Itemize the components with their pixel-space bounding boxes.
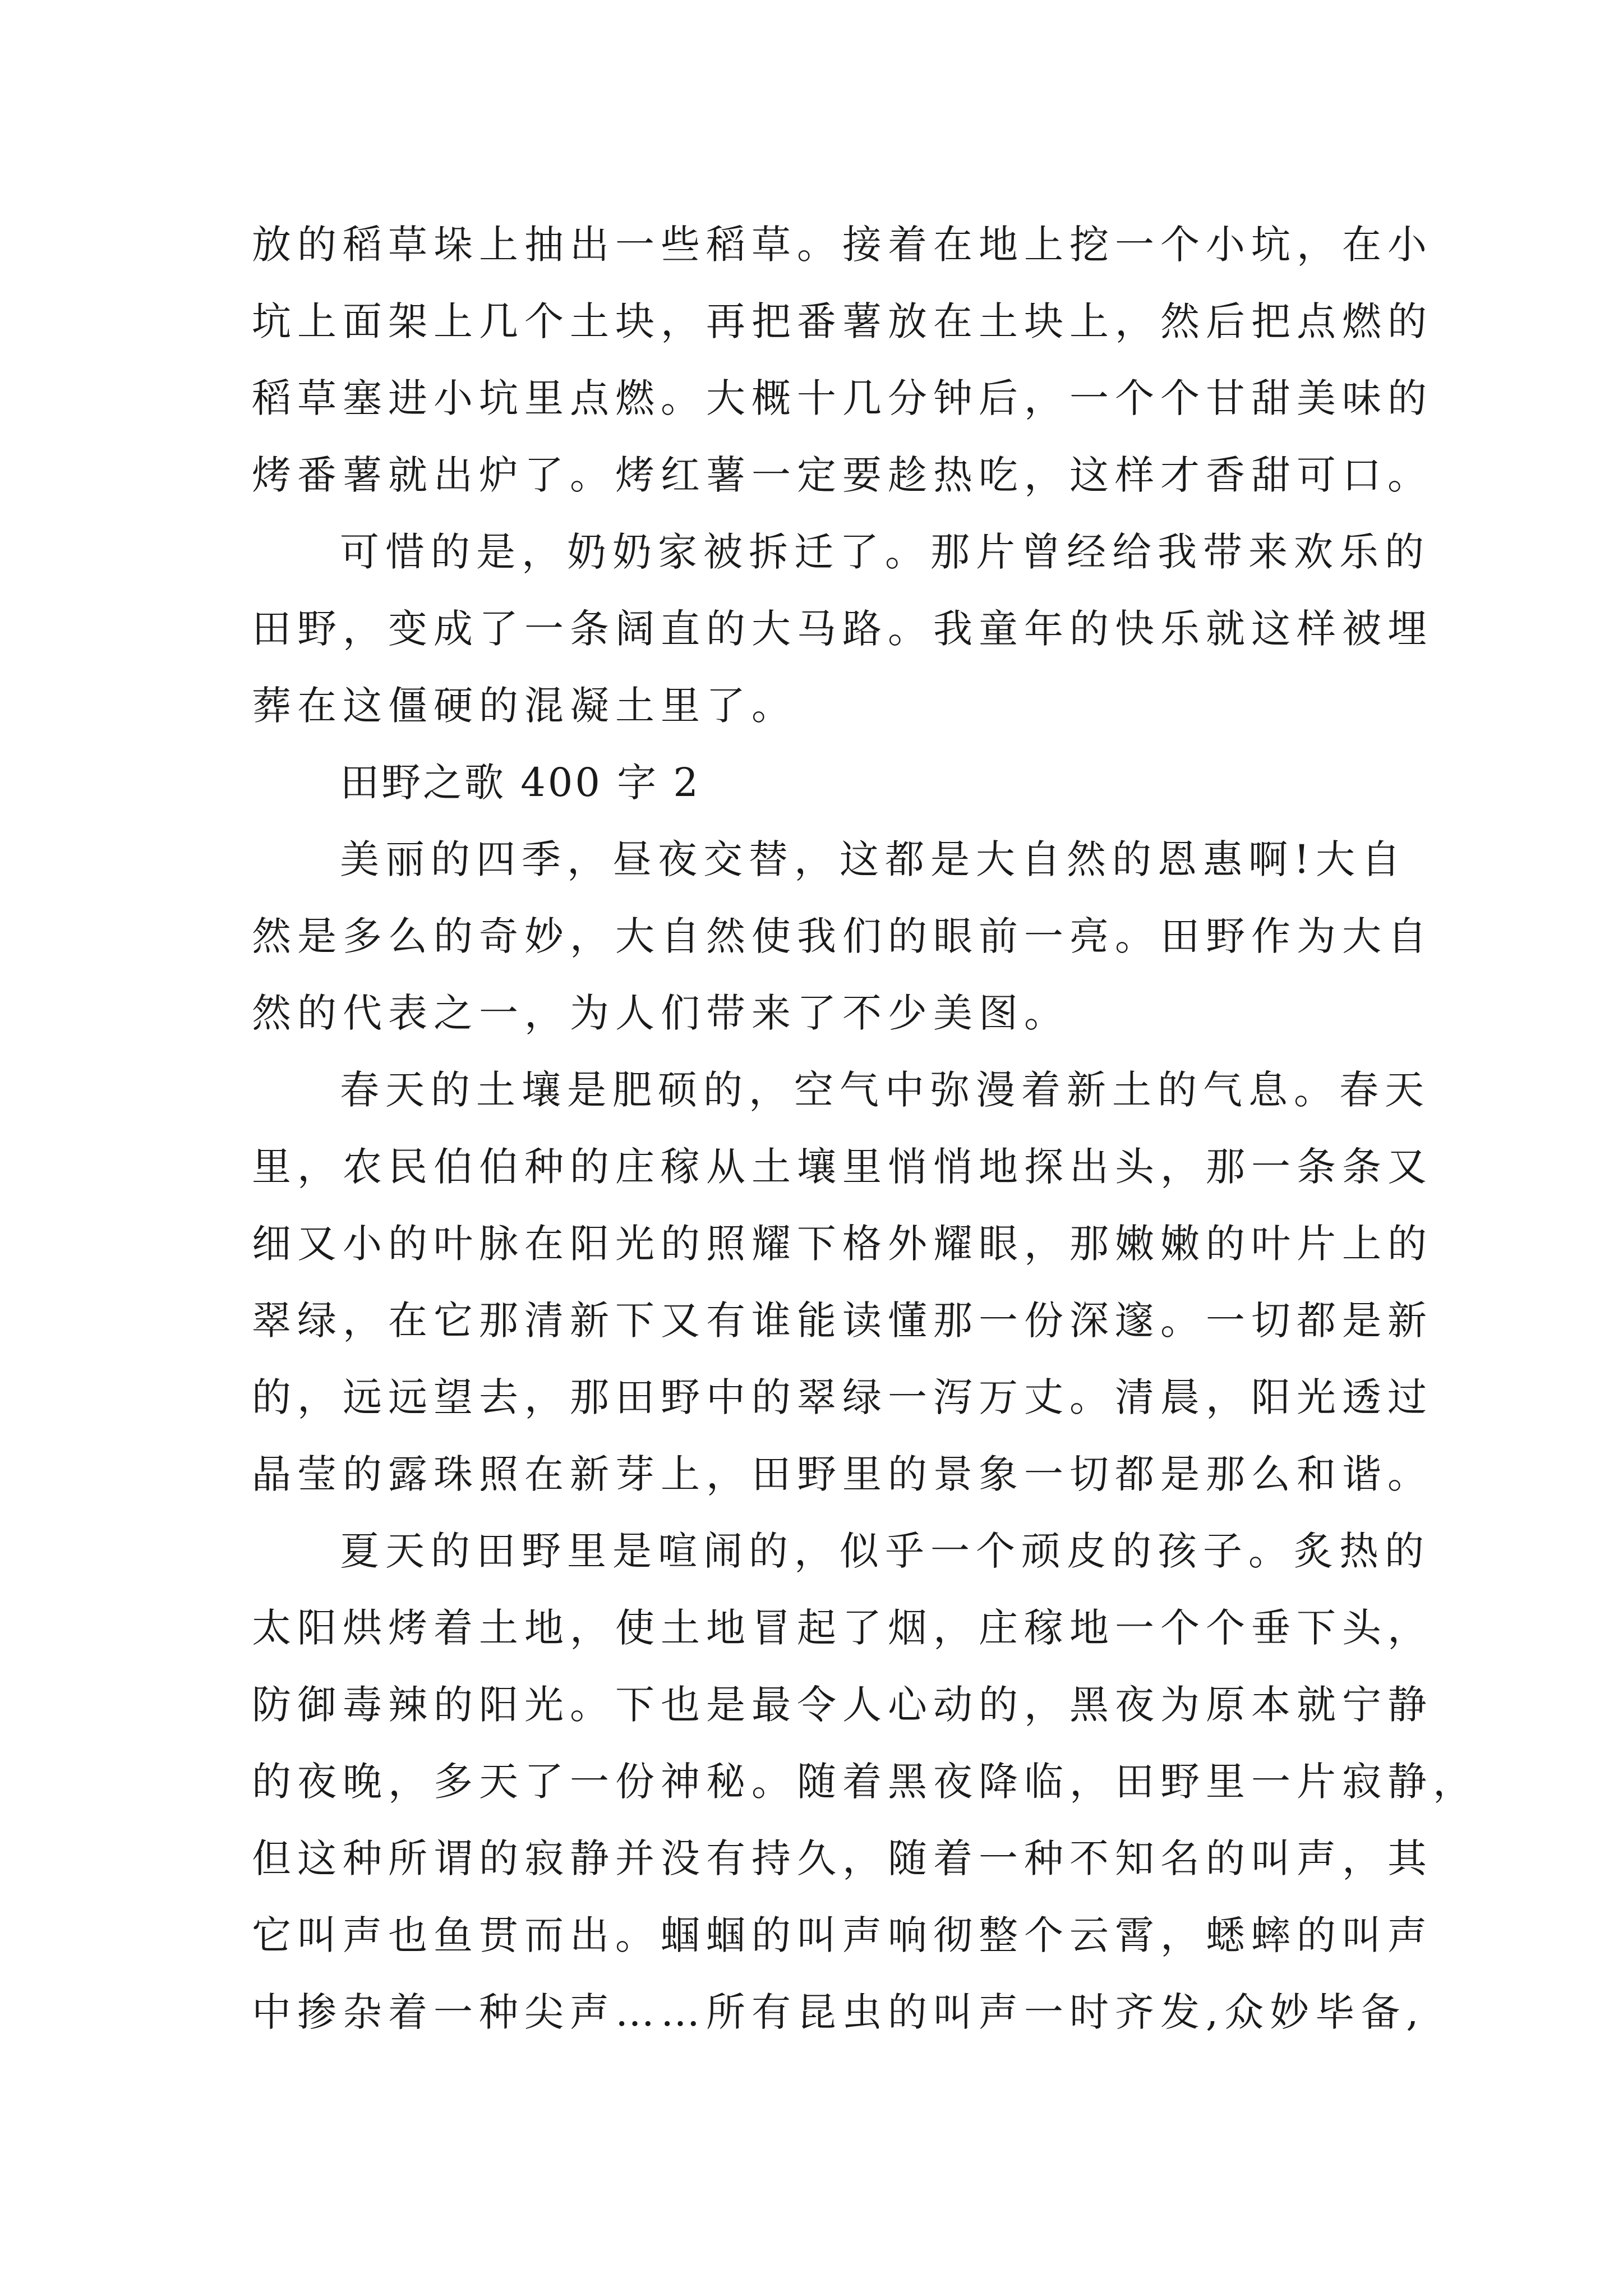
text-line: 然的代表之一，为人们带来了不少美图。 [252, 990, 1069, 1036]
text-line: 里，农民伯伯种的庄稼从土壤里悄悄地探出头，那一条条又 [252, 1144, 1433, 1190]
text-line: 它叫声也鱼贯而出。蝈蝈的叫声响彻整个云霄，蟋蟀的叫声 [252, 1912, 1433, 1958]
text-line: 细又小的叶脉在阳光的照耀下格外耀眼，那嫩嫩的叶片上的 [252, 1221, 1433, 1267]
text-line: 坑上面架上几个土块，再把番薯放在土块上，然后把点燃的 [252, 298, 1433, 344]
paragraph-first-line: 夏天的田野里是喧闹的，似乎一个顽皮的孩子。炙热的 [340, 1528, 1430, 1574]
text-line: 放的稻草垛上抽出一些稻草。接着在地上挖一个小坑，在小 [252, 222, 1433, 268]
text-line: 防御毒辣的阳光。下也是最令人心动的，黑夜为原本就宁静 [252, 1682, 1433, 1728]
paragraph-first-line: 春天的土壤是肥硕的，空气中弥漫着新土的气息。春天 [340, 1067, 1430, 1113]
text-line: 烤番薯就出炉了。烤红薯一定要趁热吃，这样才香甜可口。 [252, 452, 1433, 498]
text-line: 中掺杂着一种尖声……所有昆虫的叫声一时齐发,众妙毕备, [252, 1989, 1425, 2035]
paragraph-first-line: 可惜的是，奶奶家被拆迁了。那片曾经给我带来欢乐的 [340, 529, 1430, 575]
text-line: 太阳烘烤着土地，使土地冒起了烟，庄稼地一个个垂下头， [252, 1605, 1433, 1651]
text-line: 的夜晚，多天了一份神秘。随着黑夜降临，田野里一片寂静， [252, 1759, 1478, 1805]
text-line: 田野，变成了一条阔直的大马路。我童年的快乐就这样被埋 [252, 606, 1433, 652]
text-line: 晶莹的露珠照在新芽上，田野里的景象一切都是那么和谐。 [252, 1451, 1433, 1497]
text-line: 的，远远望去，那田野中的翠绿一泻万丈。清晨，阳光透过 [252, 1374, 1433, 1420]
paragraph-first-line: 美丽的四季，昼夜交替，这都是大自然的恩惠啊!大自 [340, 836, 1407, 882]
section-heading: 田野之歌 400 字 2 [340, 760, 700, 806]
text-line: 然是多么的奇妙，大自然使我们的眼前一亮。田野作为大自 [252, 913, 1433, 959]
text-line: 葬在这僵硬的混凝土里了。 [252, 683, 797, 729]
text-line: 稻草塞进小坑里点燃。大概十几分钟后，一个个甘甜美味的 [252, 375, 1433, 421]
text-line: 但这种所谓的寂静并没有持久，随着一种不知名的叫声，其 [252, 1835, 1433, 1881]
text-line: 翠绿，在它那清新下又有谁能读懂那一份深邃。一切都是新 [252, 1297, 1433, 1343]
